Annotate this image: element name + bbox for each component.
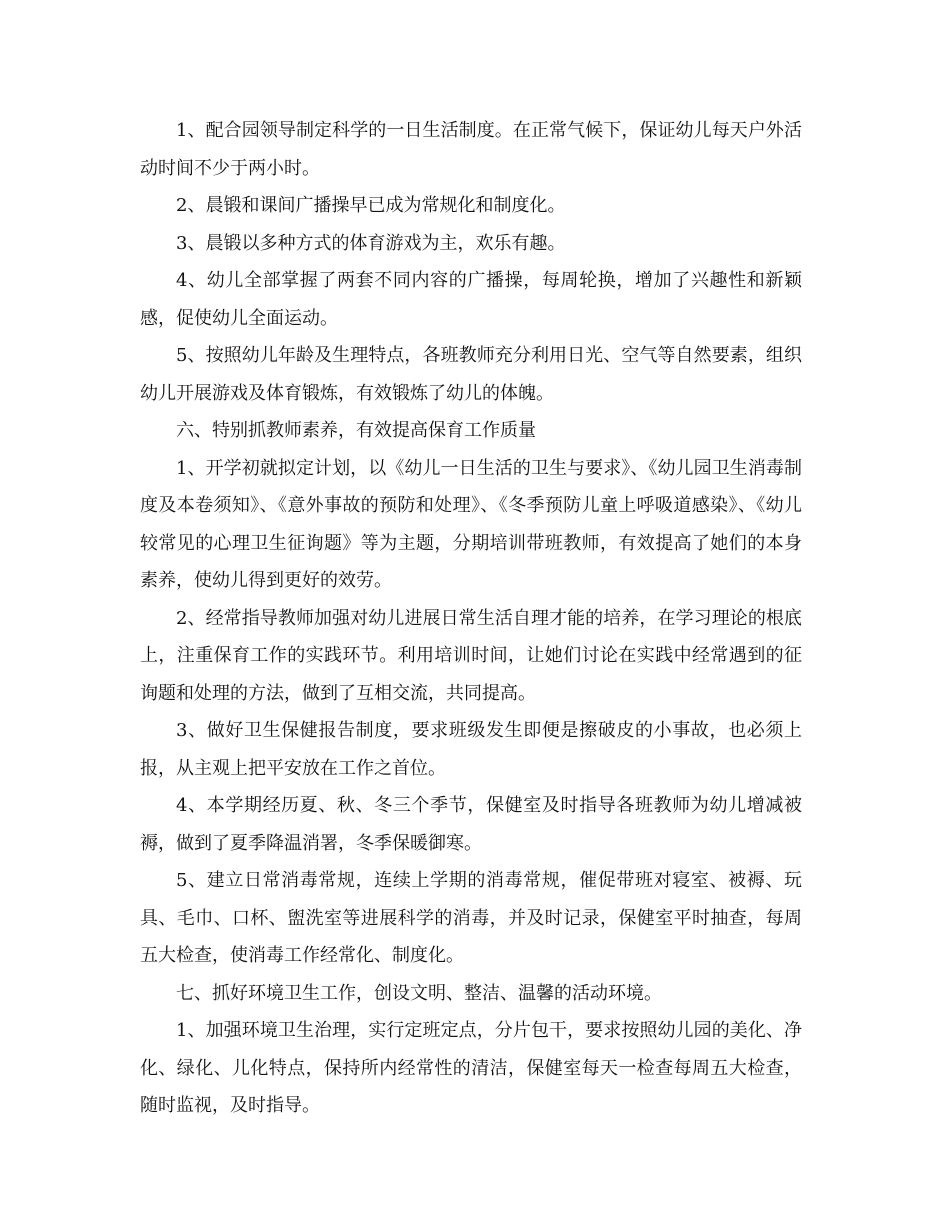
paragraph-1: 1、配合园领导制定科学的一日生活制度。在正常气候下，保证幼儿每天户外活动时间不少于两小时。 [140,120,802,179]
paragraph-7: 1、开学初就拟定计划，以《幼儿一日生活的卫生与要求》、《幼儿园卫生消毒制度及本卷须知》、《意外事故的预防和处理》、《冬季预防儿童上呼吸道感染》、《幼儿较常见的心理卫生征询题》等为主题，分期培训带班教师，有效提高了她们的本身素养，使幼儿得到更好的效劳。 [140,457,802,591]
paragraph-11: 5、建立日常消毒常规，连续上学期的消毒常规，催促带班对寝室、被褥、玩具、毛巾、口杯、盥洗室等进展科学的消毒，并及时记录，保健室平时抽查，每周五大检查，使消毒工作经常化、制度化。 [140,870,802,966]
paragraph-10: 4、本学期经历夏、秋、冬三个季节，保健室及时指导各班教师为幼儿增减被褥，做到了夏季降温消署，冬季保暖御寒。 [140,795,802,854]
section-heading-6: 六、特别抓教师素养，有效提高保育工作质量 [176,420,536,441]
paragraph-5: 5、按照幼儿年龄及生理特点，各班教师充分利用日光、空气等自然要素，组织幼儿开展游戏及体育锻炼，有效锻炼了幼儿的体魄。 [140,345,802,404]
paragraph-2: 2、晨锻和课间广播操早已成为常规化和制度化。 [176,195,566,216]
paragraph-8: 2、经常指导教师加强对幼儿进展日常生活自理才能的培养，在学习理论的根底上，注重保育工作的实践环节。利用培训时间，让她们讨论在实践中经常遇到的征询题和处理的方法，做到了互相交流，共同提高。 [140,607,802,704]
paragraph-9: 3、做好卫生保健报告制度，要求班级发生即便是擦破皮的小事故，也必须上报，从主观上把平安放在工作之首位。 [140,720,802,779]
paragraph-4: 4、幼儿全部掌握了两套不同内容的广播操，每周轮换，增加了兴趣性和新颖感，促使幼儿全面运动。 [140,270,802,329]
section-heading-7: 七、抓好环境卫生工作，创设文明、整洁、温馨的活动环境。 [176,982,662,1004]
paragraph-3: 3、晨锻以多种方式的体育游戏为主，欢乐有趣。 [176,232,566,254]
paragraph-13: 1、加强环境卫生治理，实行定班定点，分片包干，要求按照幼儿园的美化、净化、绿化、儿化特点，保持所内经常性的清洁，保健室每天一检查每周五大检查，随时监视，及时指导。 [140,1020,802,1116]
document-body [140,112,802,1125]
